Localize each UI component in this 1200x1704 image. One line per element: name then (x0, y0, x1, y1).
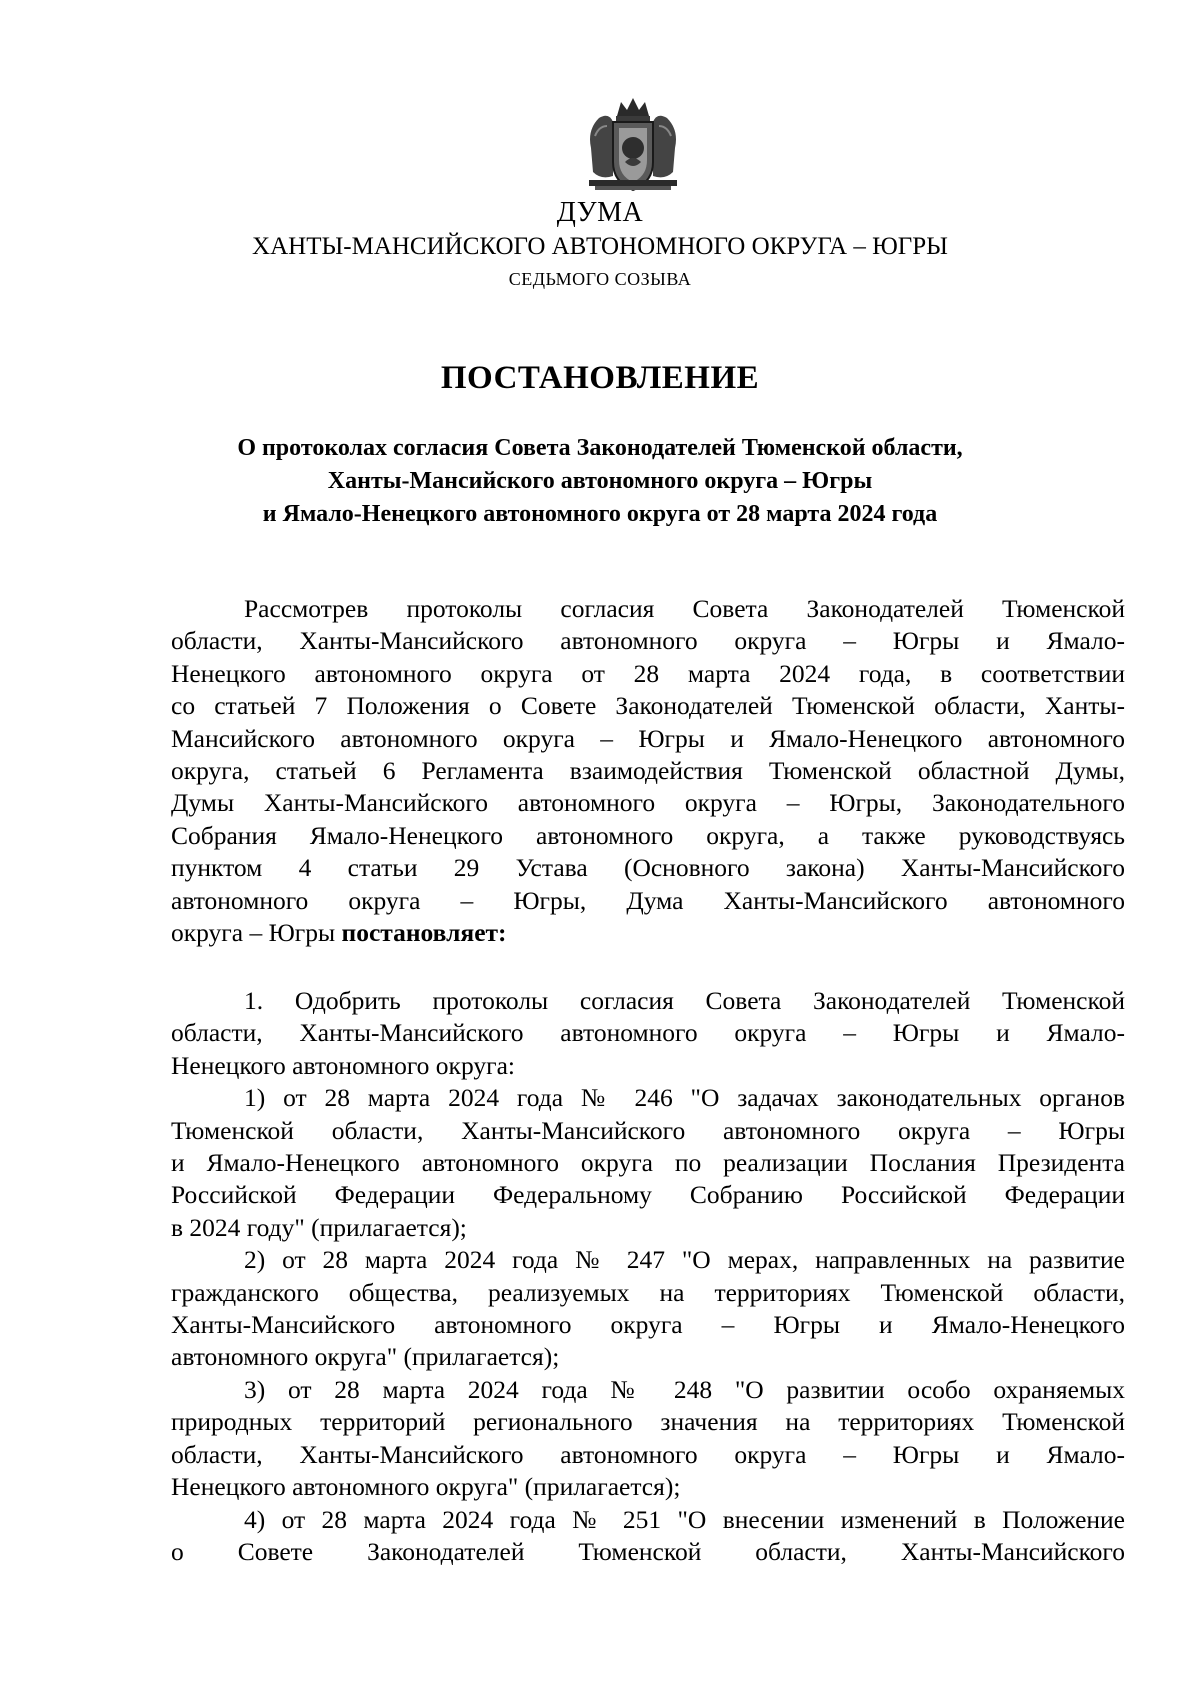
org-full-name: ХАНТЫ-МАНСИЙСКОГО АВТОНОМНОГО ОКРУГА – ЮГРЫ (252, 233, 948, 260)
decision-line: области, Ханты-Мансийского автономного округа – Югры и Ямало- (171, 1018, 1125, 1048)
decision-line: 1) от 28 марта 2024 года № 246 "О задачах законодательных органов (244, 1083, 1125, 1113)
document-subject (0, 432, 1200, 531)
preamble-line: Думы Ханты-Мансийского автономного округа – Югры, Законодательного (171, 788, 1125, 818)
preamble-paragraph (171, 593, 1125, 949)
preamble-line: Рассмотрев протоколы согласия Совета Законодателей Тюменской (244, 594, 1125, 623)
decision-line: Российской Федерации Федеральному Собранию Российской Федерации (171, 1180, 1125, 1210)
preamble-line: со статьей 7 Положения о Совете Законодателей Тюменской области, Ханты- (171, 691, 1125, 721)
decision-line: Ханты-Мансийского автономного округа – Югры и Ямало-Ненецкого (171, 1310, 1125, 1340)
subject-line: Ханты-Мансийского автономного округа – Югры (327, 468, 873, 494)
resolves-keyword: постановляет: (341, 918, 507, 948)
decision-line: 1. Одобрить протоколы согласия Совета Законодателей Тюменской (244, 986, 1125, 1015)
coat-of-arms-emblem-icon (583, 96, 683, 196)
preamble-line (171, 917, 1125, 949)
decision-line: и Ямало-Ненецкого автономного округа по реализации Послания Президента (171, 1148, 1125, 1178)
decision-line: природных территорий регионального значения на территориях Тюменской (171, 1407, 1125, 1437)
decision-line: 4) от 28 марта 2024 года № 251 "О внесении изменений в Положение (244, 1504, 1125, 1534)
subject-line: и Ямало-Ненецкого автономного округа от 28 марта 2024 года (262, 501, 938, 527)
decision-line: гражданского общества, реализуемых на территориях Тюменской области, (171, 1277, 1125, 1307)
convocation: СЕДЬМОГО СОЗЫВА (508, 269, 692, 289)
decision-line: 2) от 28 марта 2024 года № 247 "О мерах, направленных на развитие (244, 1245, 1125, 1275)
preamble-line: Ненецкого автономного округа от 28 марта 2024 года, в соответствии (171, 658, 1125, 688)
decision-line: автономного округа" (прилагается); (171, 1342, 560, 1372)
subject-line: О протоколах согласия Совета Законодателей Тюменской области, (237, 435, 963, 461)
decision-section (171, 985, 1125, 1568)
preamble-line: пунктом 4 статьи 29 Устава (Основного закона) Ханты-Мансийского (171, 853, 1125, 883)
decision-line: о Совете Законодателей Тюменской области, Ханты-Мансийского (171, 1536, 1125, 1566)
preamble-last-text: округа – Югры (171, 918, 342, 948)
decision-line: Ненецкого автономного округа: (171, 1050, 515, 1080)
decision-line: Тюменской области, Ханты-Мансийского автономного округа – Югры (171, 1115, 1125, 1145)
preamble-line: Мансийского автономного округа – Югры и Ямало-Ненецкого автономного (171, 723, 1125, 753)
document-type: ПОСТАНОВЛЕНИЕ (440, 360, 760, 396)
decision-line: в 2024 году" (прилагается); (171, 1212, 467, 1242)
preamble-line: автономного округа – Югры, Дума Ханты-Мансийского автономного (171, 885, 1125, 915)
decision-line: 3) от 28 марта 2024 года № 248 "О развитии особо охраняемых (244, 1374, 1125, 1404)
preamble-line: Собрания Ямало-Ненецкого автономного округа, а также руководствуясь (171, 820, 1125, 850)
org-name: ДУМА (556, 197, 644, 228)
preamble-line: округа, статьей 6 Регламента взаимодействия Тюменской областной Думы, (171, 756, 1125, 786)
decision-line: Ненецкого автономного округа" (прилагается); (171, 1472, 681, 1502)
preamble-line: области, Ханты-Мансийского автономного округа – Югры и Ямало- (171, 626, 1125, 656)
decision-line: области, Ханты-Мансийского автономного округа – Югры и Ямало- (171, 1439, 1125, 1469)
